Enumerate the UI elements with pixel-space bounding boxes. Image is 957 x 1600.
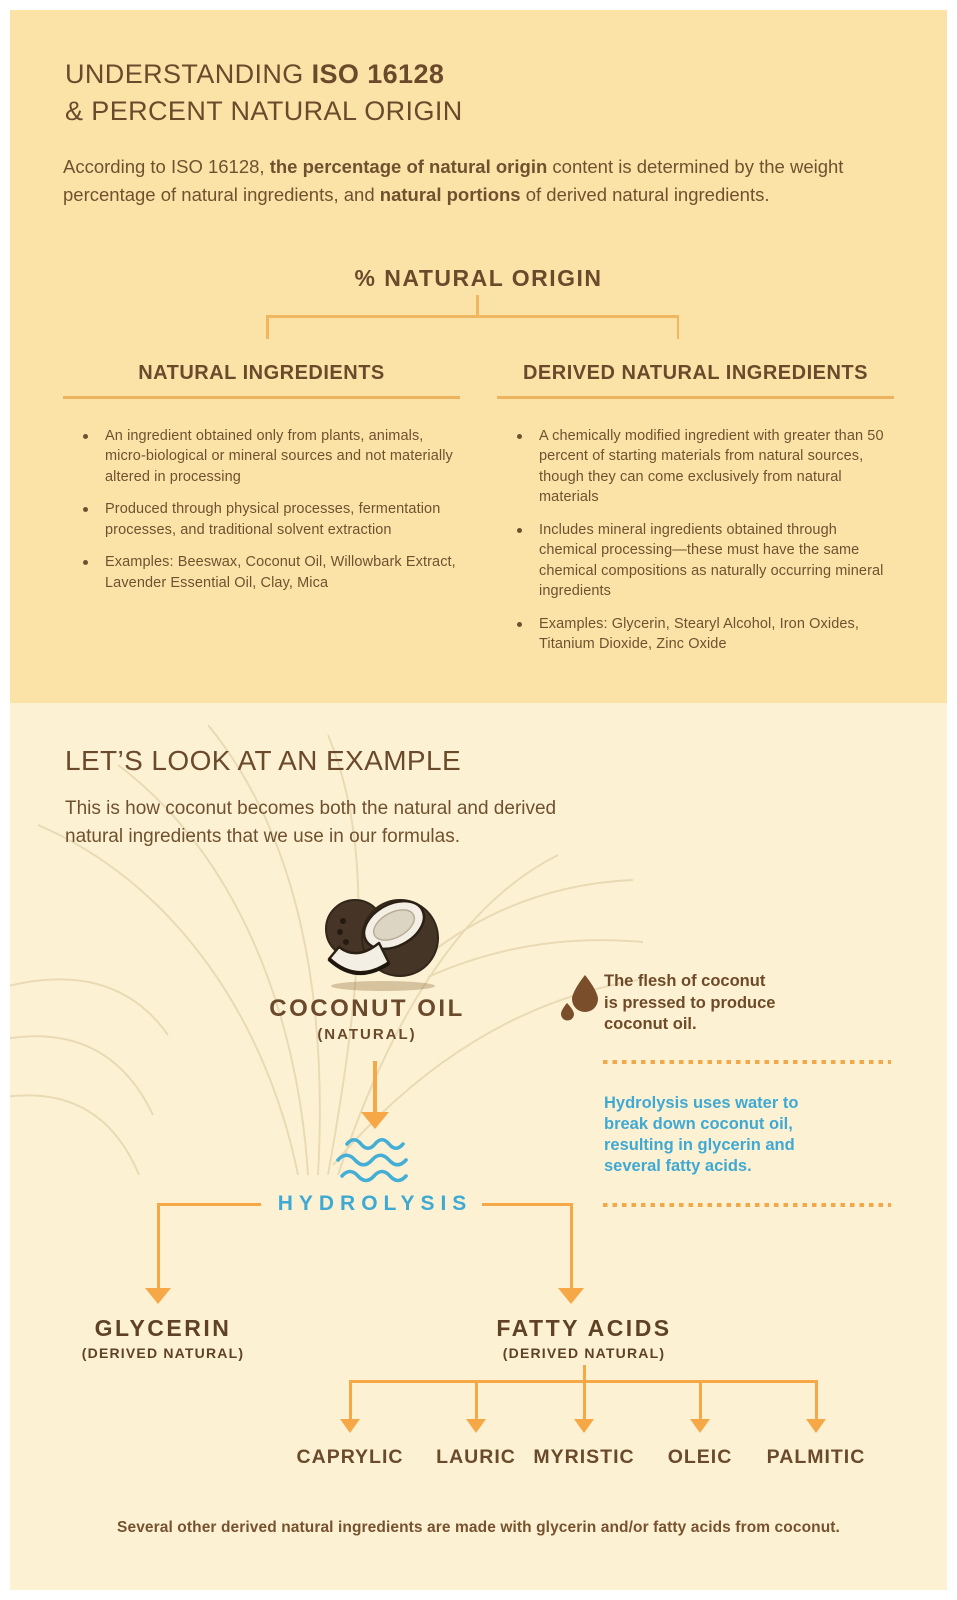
page-title-line1 [65,56,463,93]
bullet-item: Examples: Beeswax, Coconut Oil, Willowbark Extract, Lavender Essential Oil, Clay, Mica [63,552,460,593]
intro-bold-2: natural portions [379,183,521,205]
arrow-down-line [373,1061,377,1113]
fatty-acid-label: LAURIC [436,1446,516,1468]
arrow-down-head-icon [558,1288,584,1304]
column-underline [63,396,460,399]
example-section-title: LET’S LOOK AT AN EXAMPLE [65,745,462,776]
bullet-item: Examples: Glycerin, Stearyl Alcohol, Iron Oxides, Titanium Dioxide, Zinc Oxide [497,614,894,655]
arrow-down-head-icon [690,1419,710,1433]
note-line: is pressed to produce [604,993,776,1012]
coconut-illustration-icon [323,881,443,993]
arrow-down-head-icon [145,1288,171,1304]
water-waves-icon [334,1135,416,1187]
dotted-divider [603,1060,891,1064]
title-regular: UNDERSTANDING [65,59,312,89]
column-underline [497,396,894,399]
column-header: DERIVED NATURAL INGREDIENTS [522,362,868,384]
flow-node-coconut-oil-sublabel: (NATURAL) [317,1026,417,1043]
arrow-down-head-icon [806,1419,826,1433]
note-line: several fatty acids. [604,1157,752,1175]
flow-node-glycerin-sublabel: (DERIVED NATURAL) [81,1345,245,1361]
flow-node-glycerin: GLYCERIN [94,1315,232,1341]
column-derived-natural-ingredients [497,362,894,667]
column-header: NATURAL INGREDIENTS [138,362,385,384]
bullet-list [497,426,894,655]
page-title [65,56,463,130]
note-line: coconut oil. [604,1015,697,1033]
note-hydrolysis [604,1093,869,1177]
bullet-item: A chemically modified ingredient with greater than 50 percent of starting materials from natural sources, though they can come exclusively from natural materials [497,426,894,508]
fatty-acid-label: MYRISTIC [533,1446,635,1468]
note-pressed-to-oil [604,971,814,1036]
footer-note: Several other derived natural ingredients are made with glycerin and/or fatty acids from coconut. [117,1519,840,1536]
intro-text: of derived natural ingredients. [520,183,770,205]
bullet-item: Produced through physical processes, fermentation processes, and traditional solvent extraction [63,499,460,540]
connector-line-right [482,1203,573,1206]
flow-node-fatty-acids: FATTY ACIDS [496,1315,672,1341]
splitter-stem-line [583,1365,586,1380]
note-line: resulting in glycerin and [604,1136,795,1154]
splitter-branch-line [583,1380,586,1420]
splitter-branch-line [475,1380,478,1420]
arrow-down-head-icon [466,1419,486,1433]
infographic-card [10,10,947,1590]
flow-node-fatty-acids-sublabel: (DERIVED NATURAL) [502,1345,666,1361]
intro-text: content is determined by the weight percentage of natural ingredients, and [63,156,844,205]
section-coconut-example [10,703,947,1590]
example-intro-line: natural ingredients that we use in our formulas. [65,826,460,847]
intro-paragraph [63,153,881,208]
splitter-branch-line [349,1380,352,1420]
arrow-down-head-icon [340,1419,360,1433]
splitter-branch-line [815,1380,818,1420]
section-iso-definitions [10,10,947,703]
bracket-horizontal-line [266,315,679,318]
intro-bold-1: the percentage of natural origin [269,156,548,177]
title-bold-iso: ISO 16128 [311,59,445,89]
bullet-item: Includes mineral ingredients obtained through chemical processing—these must have the same chemical compositions as naturally occurring mineral ingredients [497,520,894,602]
fatty-acid-label: PALMITIC [766,1446,866,1468]
flow-node-coconut-oil: COCONUT OIL [269,995,465,1022]
fatty-acid-label: CAPRYLIC [296,1446,404,1468]
splitter-branch-line [699,1380,702,1420]
bullet-list [63,426,460,594]
example-intro-line: This is how coconut becomes both the natural and derived [65,798,557,819]
note-line: break down coconut oil, [604,1115,793,1133]
droplet-icon [560,973,598,1021]
bracket-stem-line [476,295,479,316]
connector-line-left [157,1203,261,1206]
bullet-item: An ingredient obtained only from plants, animals, micro-biological or mineral sources and not materially altered in processing [63,426,460,488]
bracket-left-tick [266,315,269,339]
intro-text: According to ISO 16128, [63,156,270,177]
branch-left-line [157,1203,160,1289]
branch-right-line [570,1203,573,1289]
flow-node-hydrolysis: HYDROLYSIS [277,1192,473,1215]
page-title-line2: & PERCENT NATURAL ORIGIN [65,96,463,126]
arrow-down-head-icon [574,1419,594,1433]
diagram-title: % NATURAL ORIGIN [354,265,603,291]
dotted-divider [603,1203,891,1207]
arrow-down-head-icon [361,1112,389,1129]
note-line: Hydrolysis uses water to [604,1094,799,1112]
note-line: The flesh of coconut [604,972,766,990]
column-natural-ingredients [63,362,460,605]
fatty-acid-label: OLEIC [667,1446,733,1468]
bracket-right-tick [677,315,680,339]
example-intro [65,795,556,851]
